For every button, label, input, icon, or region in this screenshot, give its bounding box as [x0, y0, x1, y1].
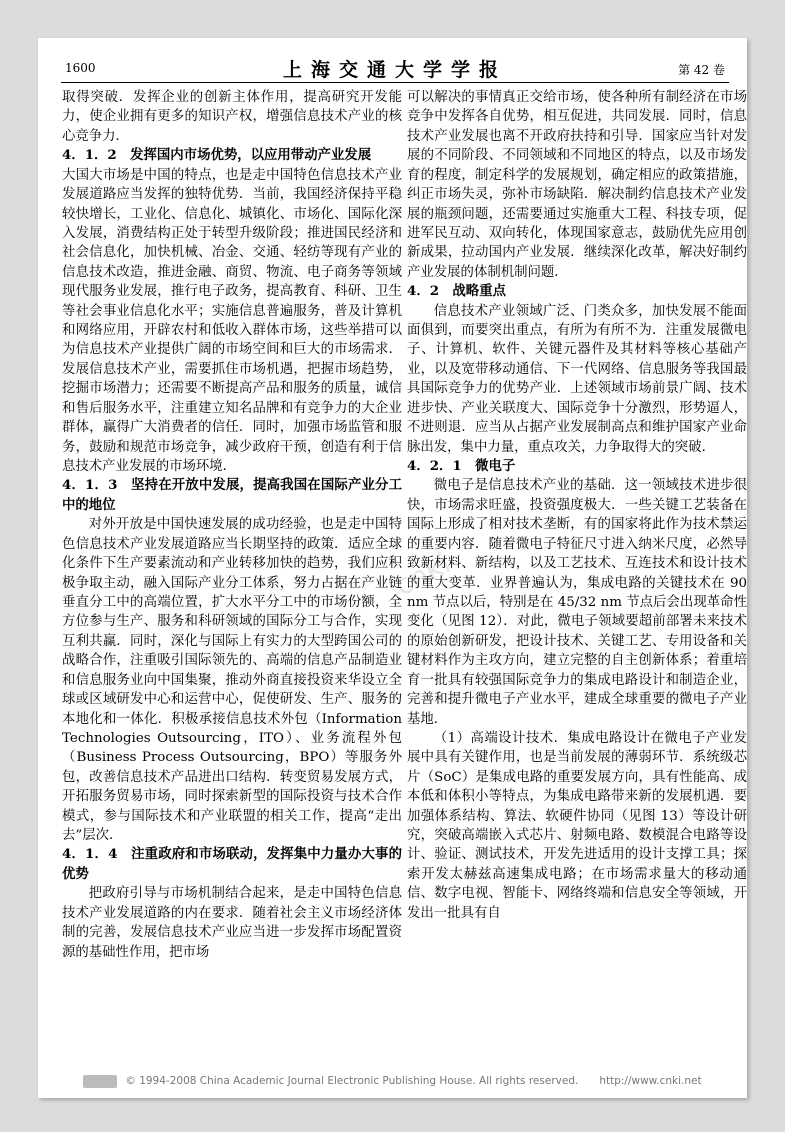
right-column: [407, 88, 747, 923]
paragraph: 可以解决的事情真正交给市场，使各种所有制经济在市场竞争中发挥各自优势，相互促进，共同发展．同时，信息技术产业发展也离不开政府扶持和引导．国家应当针对发展的不同阶段、不同领域和不同地区的特点，以及市场发育的程度，制定科学的发展规划，确定相应的政策措施，纠正市场失灵，弥补市场缺陷．解决制约信息技术产业发展的瓶颈问题，还需要通过实施重大工程、科技专项，促进军民互动、双向转化，体现国家意志，鼓励优先应用创新成果，拉动国内产业发展．继续深化改革，解决好制约产业发展的体制机制问题．: [407, 90, 747, 280]
section-heading-4-2: 4．2 战略重点: [407, 283, 506, 300]
paragraph: （1）高端设计技术．集成电路设计在微电子产业发展中具有关键作用，也是当前发展的薄弱环节．系统级芯片（SoC）是集成电路的重要发展方向，具有性能高、成本低和体积小等特点，为集成电路带来新的发展机遇．要加强体系结构、算法、软硬件协同（见图 13）等设计研究，突破高端嵌入式芯片、射频电路、数模混合电路等设计、验证、测试技术，开发先进适用的设计支撑工具；探索开发太赫兹高速集成电路；在市场需求量大的移动通信、数字电视、智能卡、网络终端和信息安全等领域，开发出一批具有自: [407, 730, 747, 921]
section-heading-4-2-1: 4．2．1 微电子: [407, 458, 516, 475]
journal-title: 上海交通大学学报: [282, 59, 507, 81]
paragraph: 信息技术产业领域广泛、门类众多，加快发展不能面面俱到，而要突出重点，有所为有所不为．注重发展微电子、计算机、软件、关键元器件及其材料等核心基础产业，以及宽带移动通信、下一代网络、信息服务等我国最具国际竞争力的优势产业．上述领域市场前景广阔、技术进步快、产业关联度大、国际竞争十分激烈，形势逼人，不进则退．应当从占据产业发展制高点和维护国家产业命脉出发，集中力量，重点攻关，力争取得大的突破．: [407, 303, 747, 455]
left-column: [62, 88, 402, 962]
copyright-text: © 1994-2008 China Academic Journal Electronic Publishing House. All rights reserved. http://www.cnki.net: [125, 1075, 702, 1087]
volume-number: 第 42 卷: [678, 63, 725, 77]
page-number: 1600: [65, 61, 96, 75]
running-header: [61, 56, 729, 83]
copyright-footer: [38, 1073, 747, 1088]
paragraph: 对外开放是中国快速发展的成功经验，也是走中国特色信息技术产业发展道路应当长期坚持的政策．适应全球化条件下生产要素流动和产业转移加快的趋势，我们应积极争取主动，融入国际产业分工体系，努力占据在产业链垂直分工中的高端位置，扩大水平分工中的市场份额，全方位参与生产、服务和科研领域的国际分工与合作，实现互利共赢．同时，深化与国际上有实力的大型跨国公司的战略合作，注重吸引国际领先的、高端的信息产品制造业和信息服务业向中国集聚，推动外商直接投资来华设立全球或区域研发中心和运营中心，促使研发、生产、服务的本地化和一体化．积极承接信息技术外包（Information Technologies Outsourcing，ITO）、业务流程外包（Business Process Outsourcing，BPO）等服务外包，改善信息技术产品进出口结构．转变贸易发展方式，开拓服务贸易市场，同时探索新型的国际投资与技术合作模式，参与国际技术和产业联盟的相关工作，提高“走出去”层次．: [62, 517, 402, 844]
watermark-mark: cnki: [389, 546, 456, 603]
paragraph: 取得突破．发挥企业的创新主体作用，提高研究开发能力，使企业拥有更多的知识产权，增强信息技术产业的核心竞争力．: [62, 90, 402, 144]
journal-page: [38, 38, 747, 1098]
publisher-logo-icon: [83, 1075, 117, 1088]
paragraph: 微电子是信息技术产业的基础．这一领域技术进步很快，市场需求旺盛，投资强度极大．一些关键工艺装备在国际上形成了相对技术垄断，有的国家将此作为技术禁运的重要内容．随着微电子特征尺寸进入纳米尺度，必然导致新材料、新结构，以及工艺技术、互连技术和设计技术的重大变革．业界普遍认为，集成电路的关键技术在 90 nm 节点以后，特别是在 45/32 nm 节点后会出现革命性变化（见图 12）．对此，微电子领域要超前部署未来技术的原始创新研发，把设计技术、关键工艺、专用设备和关键材料作为主攻方向，建立完整的自主创新体系；着重培育一批具有较强国际竞争力的集成电路设计和制造企业，完善和提升微电子产业水平，建成全球重要的微电子产业基地．: [407, 478, 747, 727]
paragraph: 大国大市场是中国的特点，也是走中国特色信息技术产业发展道路应当发挥的独特优势．当前，我国经济保持平稳较快增长，工业化、信息化、城镇化、市场化、国际化深入发展，消费结构正处于转型升级阶段；推进国民经济和社会信息化，加快机械、冶金、交通、轻纺等现有产业的信息技术改造，推进金融、商贸、物流、电子商务等领域现代服务业发展，推行电子政务，提高教育、科研、卫生等社会事业信息化水平；实施信息普遍服务，普及计算机和网络应用，开辟农村和低收入群体市场，这些举措可以为信息技术产业提供广阔的市场空间和巨大的市场需求．发展信息技术产业，需要抓住市场机遇，把握市场趋势，挖掘市场潜力；还需要不断提高产品和服务的质量，诚信和售后服务水平，注重建立知名品牌和有竞争力的大企业群体，赢得广大消费者的信任．同时，加强市场监管和服务，鼓励和规范市场竞争，减少政府干预，创造有利于信息技术产业发展的市场环境．: [62, 167, 402, 475]
paragraph: 把政府引导与市场机制结合起来，是走中国特色信息技术产业发展道路的内在要求．随着社会主义市场经济体制的完善，发展信息技术产业应当进一步发挥市场配置资源的基础性作用，把市场: [62, 886, 402, 960]
section-heading-4-1-2: 4．1．2 发挥国内市场优势，以应用带动产业发展: [62, 147, 372, 164]
section-heading-4-1-3: 4．1．3 坚持在开放中发展，提高我国在国际产业分工中的地位: [62, 477, 402, 513]
section-heading-4-1-4: 4．1．4 注重政府和市场联动，发挥集中力量办大事的优势: [62, 846, 402, 882]
